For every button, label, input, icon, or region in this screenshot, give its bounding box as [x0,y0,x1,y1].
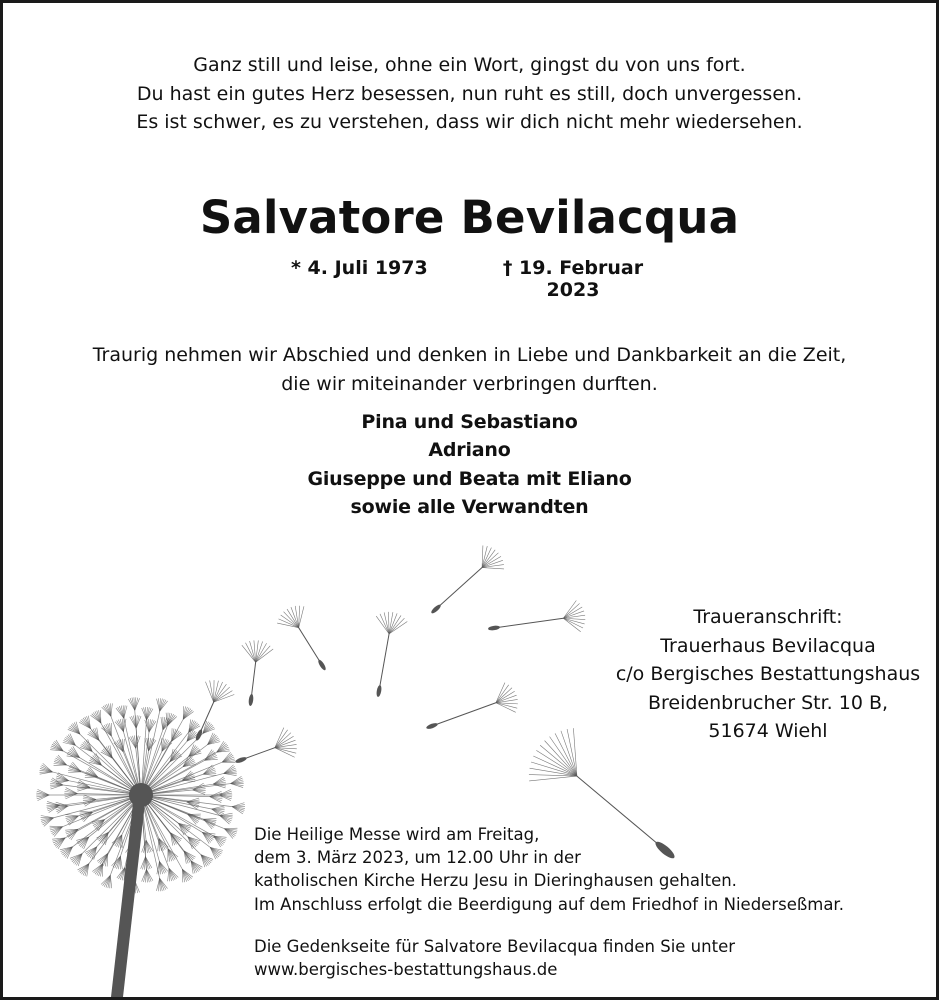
service-line: dem 3. März 2023, um 12.00 Uhr in der [254,848,581,868]
dandelion-seed-icon [430,546,504,615]
dandelion-head-icon [36,697,245,893]
memorial-page-info [254,935,735,981]
poem-line: Du hast ein gutes Herz besessen, nun ruht es still, doch unvergessen. [136,82,803,105]
deceased-name: Salvatore Bevilacqua [199,191,740,244]
dandelion-stem-icon [111,803,145,997]
family-line: Pina und Sebastiano [361,411,578,433]
family-line: Giuseppe und Beata mit Eliano [307,467,632,490]
birth-date: * 4. Juli 1973 [291,257,428,279]
death-date: † 19. Februar 2023 [502,257,644,301]
family-line: sowie alle Verwandten [350,496,589,519]
address-line: 51674 Wiehl [708,720,828,742]
service-line: Im Anschluss erfolgt die Beerdigung auf dem Friedhof in Niederseßmar. [254,894,844,914]
mourning-address [593,603,939,746]
farewell-line: Traurig nehmen wir Abschied und denken in Liebe und Dankbarkeit an die Zeit, [92,344,847,366]
poem-line: Es ist schwer, es zu verstehen, dass wir dich nicht mehr wiedersehen. [136,111,803,133]
service-line: Die Heilige Messe wird am Freitag, [254,825,540,844]
farewell-line: die wir miteinander verbringen durften. [281,372,658,395]
dandelion-seed-icon [426,683,518,730]
service-line: katholischen Kirche Herzu Jesu in Dieringhausen gehalten. [254,871,737,891]
poem-line: Ganz still und leise, ohne ein Wort, gingst du von uns fort. [193,54,746,76]
dandelion-seed-icon [488,600,586,631]
family-names [3,408,936,522]
service-info [254,823,844,916]
memorial-line: Die Gedenkseite für Salvatore Bevilacqua finden Sie unter [254,937,736,956]
address-line: Traueranschrift: [693,606,843,628]
farewell-text [3,341,936,398]
family-line: Adriano [428,439,511,462]
address-line: c/o Bergisches Bestattungshaus [615,663,921,685]
dandelion-seed-icon [277,606,327,672]
dandelion-seed-icon [235,728,297,765]
dandelion-seed-icon [376,612,407,697]
address-line: Breidenbrucher Str. 10 B, [647,691,889,714]
memorial-url: www.bergisches-bestattungshaus.de [254,960,558,979]
poem [3,51,936,137]
dandelion-seed-icon [195,680,235,741]
address-line: Trauerhaus Bevilacqua [660,634,876,657]
dandelion-seed-icon [242,640,273,706]
